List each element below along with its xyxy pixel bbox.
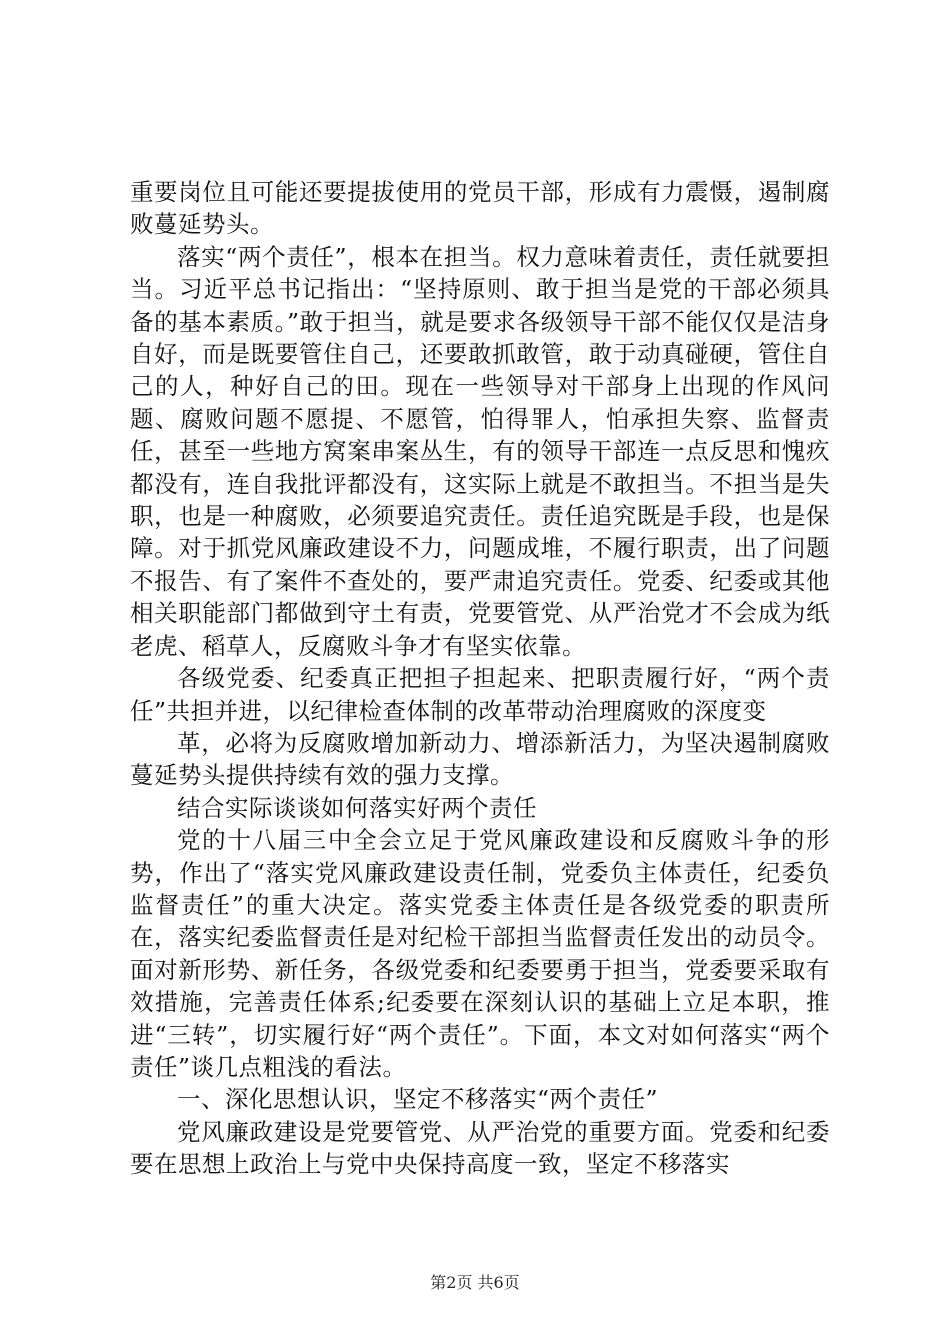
- paragraph-party-discipline: 党风廉政建设是党要管党、从严治党的重要方面。党委和纪委要在思想上政治上与党中央保持高度一致，坚定不移落实: [130, 1117, 830, 1179]
- paragraph-shared-responsibility: 各级党委、纪委真正把担子担起来、把职责履行好，“两个责任”共担并进，以纪律检查体制的改革带动治理腐败的深度变: [130, 664, 830, 725]
- paragraph-plenum-decision: 党的十八届三中全会立足于党风廉政建设和反腐败斗争的形势，作出了“落实党风廉政建设责任制，党委负主体责任，纪委负监督责任”的重大决定。落实党委主体责任是各级党委的职责所在，落实纪委监督责任是对纪检干部担当监督责任发出的动员令。面对新形势、新任务，各级党委和纪委要勇于担当，党委要采取有效措施，完善责任体系;纪委要在深刻认识的基础上立足本职，推进“三转”，切实履行好“两个责任”。下面，本文对如何落实“两个责任”谈几点粗浅的看法。: [130, 826, 830, 1081]
- page-number-footer: 第2页 共6页: [430, 1273, 520, 1292]
- section-title: 结合实际谈谈如何落实好两个责任: [177, 793, 537, 822]
- subsection-heading-1: 一、深化思想认识，坚定不移落实“两个责任”: [177, 1085, 659, 1114]
- paragraph-reform-support: 革，必将为反腐败增加新动力、增添新活力，为坚决遏制腐败蔓延势头提供持续有效的强力支撑。: [130, 728, 830, 790]
- paragraph-responsibility-courage: 落实“两个责任”，根本在担当。权力意味着责任，责任就要担当。习近平总书记指出：“坚持原则、敢于担当是党的干部必须具备的基本素质。”敢于担当，就是要求各级领导干部不能仅仅是洁身自好，而是既要管住自己，还要敢抓敢管，敢于动真碰硬，管住自己的人，种好自己的田。现在一些领导对干部身上出现的作风问题、腐败问题不愿提、不愿管，怕得罪人，怕承担失察、监督责任，甚至一些地方窝案串案丛生，有的领导干部连一点反思和愧疚都没有，连自我批评都没有，这实际上就是不敢担当。不担当是失职，也是一种腐败，必须要追究责任。责任追究既是手段，也是保障。对于抓党风廉政建设不力，问题成堆，不履行职责，出了问题不报告、有了案件不查处的，要严肃追究责任。党委、纪委或其他相关职能部门都做到守土有责，党要管党、从严治党才不会成为纸老虎、稻草人，反腐败斗争才有坚实依靠。: [130, 242, 830, 660]
- document-body: [130, 176, 830, 1181]
- paragraph-continuation: 重要岗位且可能还要提拔使用的党员干部，形成有力震慑，遏制腐败蔓延势头。: [130, 178, 830, 239]
